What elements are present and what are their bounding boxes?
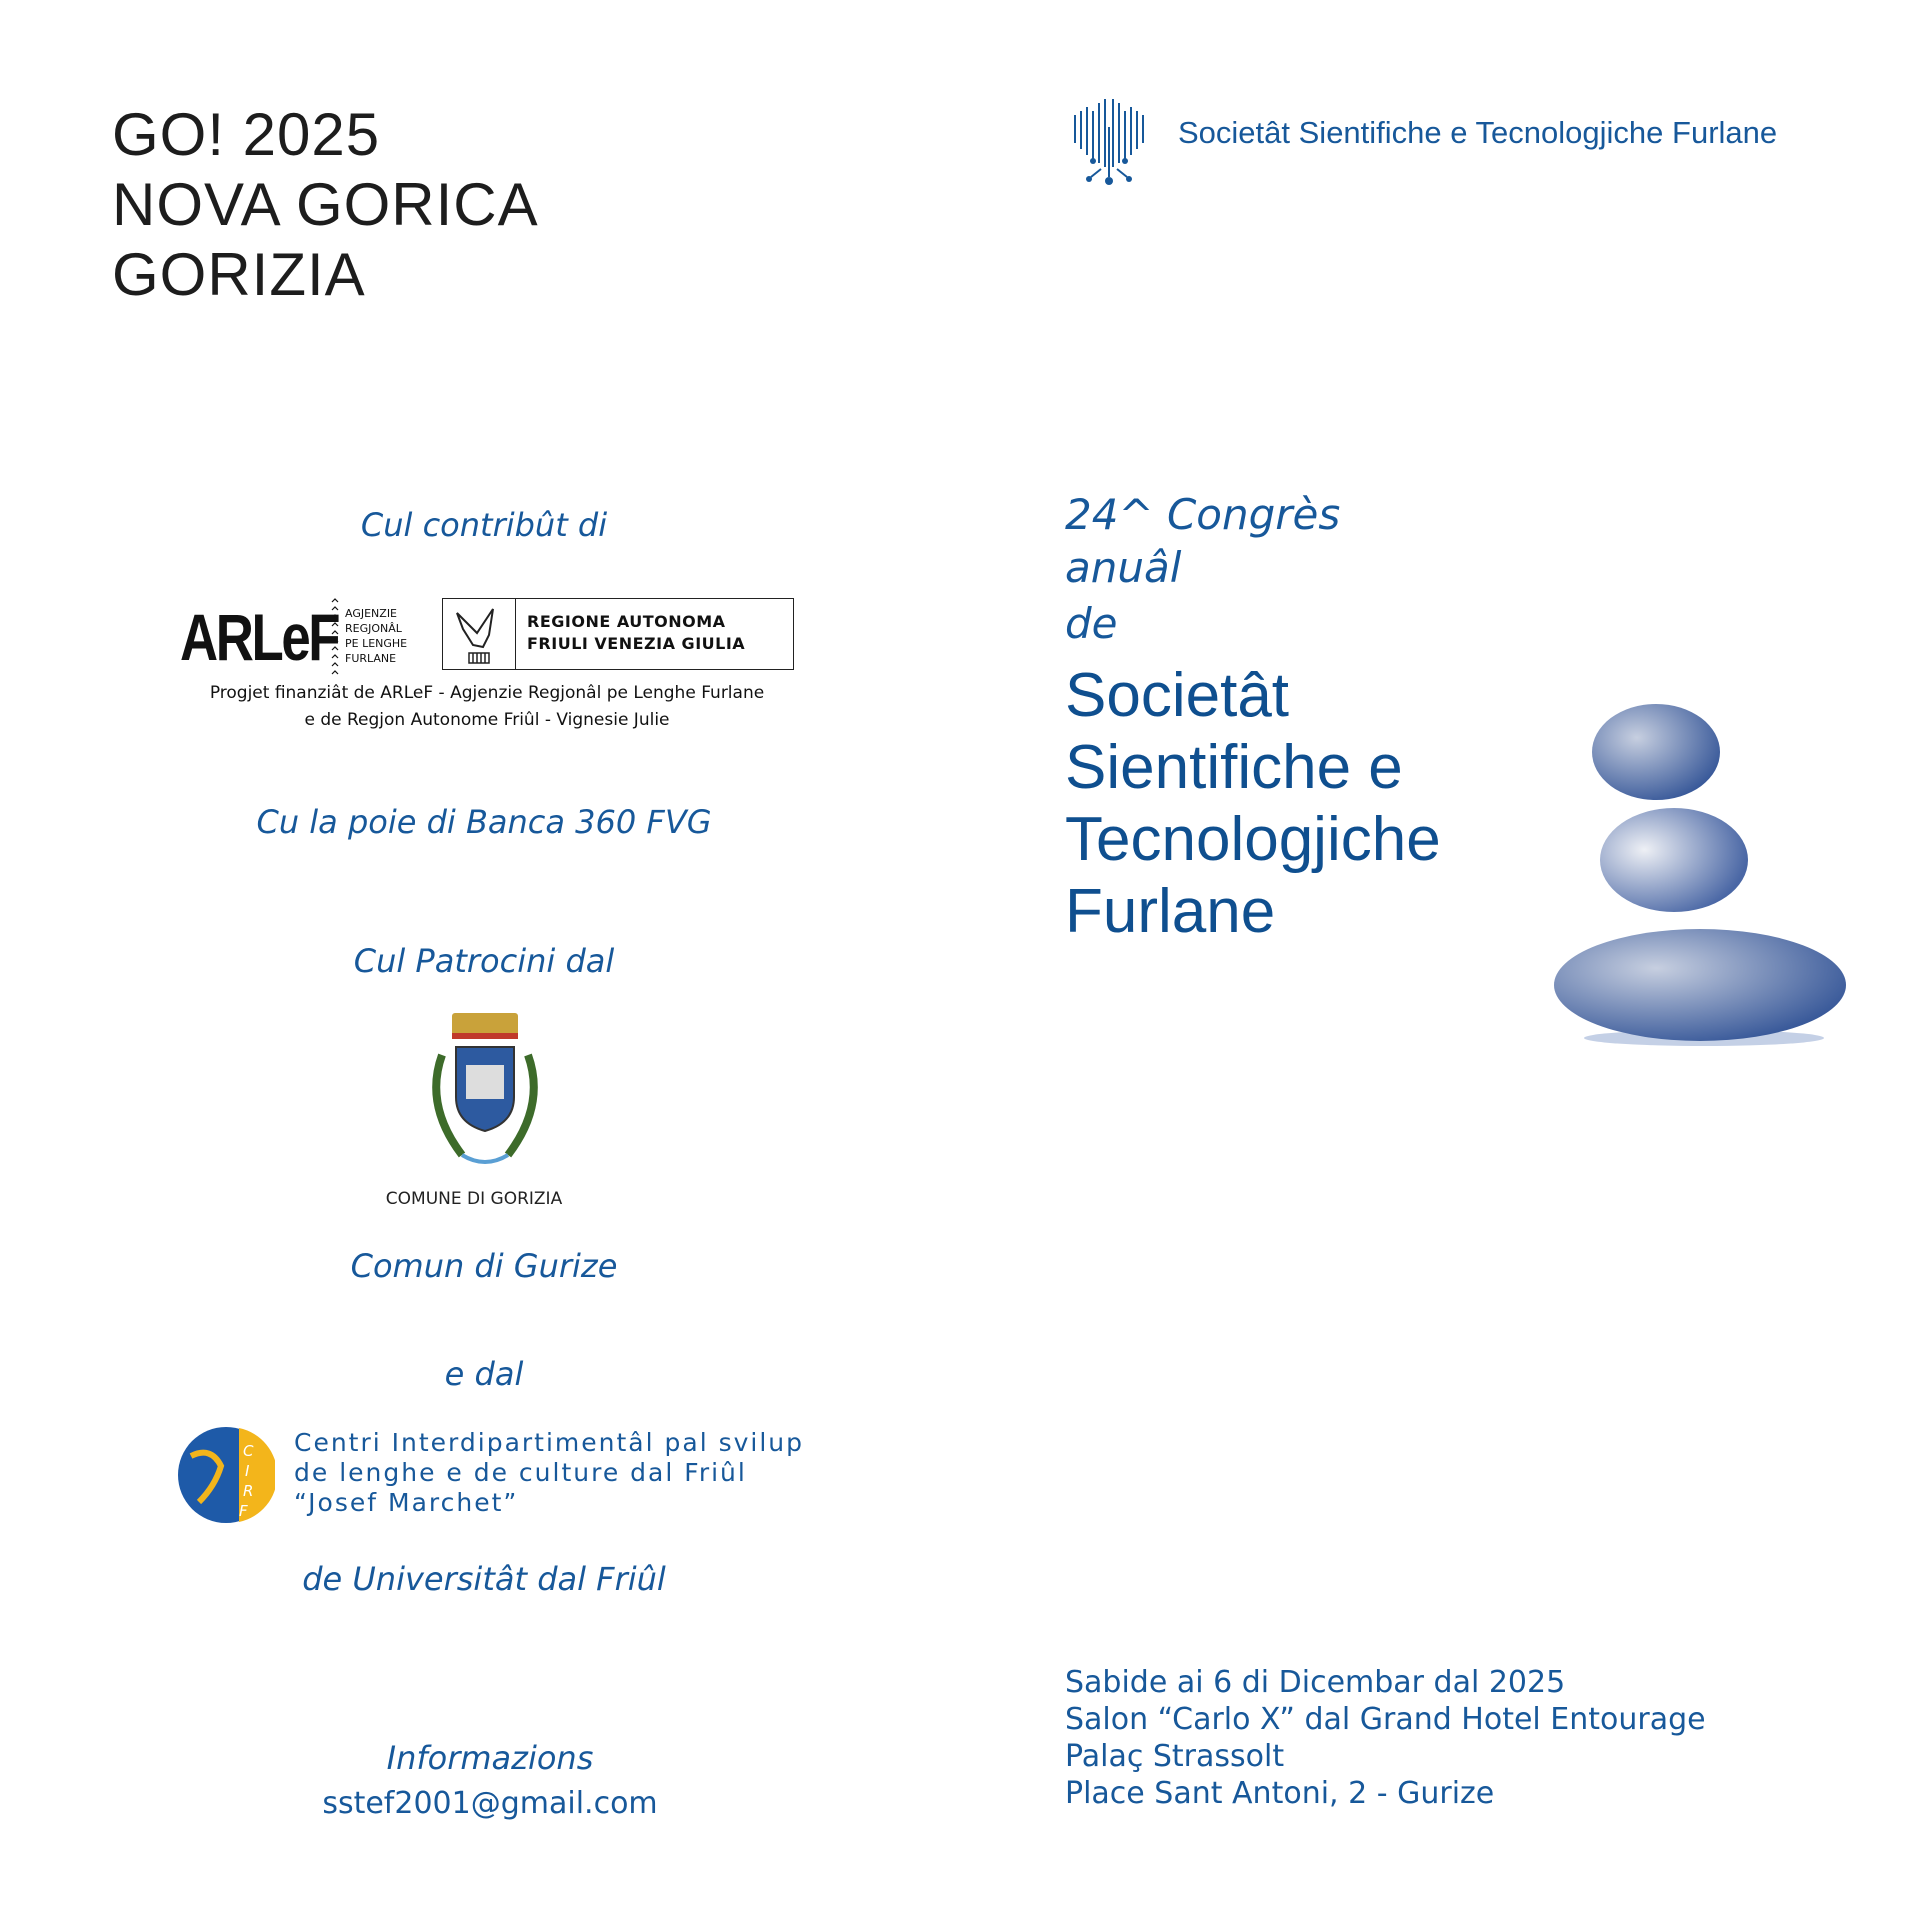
cirf-name [294,1428,804,1518]
chevrons-icon [330,596,340,678]
society-name-header: Societât Sientifiche e Tecnologjiche Furlane [1178,115,1778,150]
arlef-sub-line: PE LENGHE [345,637,408,650]
arlef-sub-line: AGJENZIE [345,607,398,620]
cirf-line: “Josef Marchet” [294,1488,519,1517]
event-venue: Salon “Carlo X” dal Grand Hotel Entourage [1065,1702,1706,1737]
contact-email-link[interactable]: sstef2001@gmail.com [322,1786,658,1821]
event-date: Sabide ai 6 di Dicembar dal 2025 [1065,1665,1566,1700]
patronage-heading: Cul Patrocini dal [353,942,615,980]
region-line: FRIULI VENEZIA GIULIA [527,634,746,653]
title-line: Tecnologjiche [1065,805,1441,874]
info-label: Informazions [386,1739,594,1777]
municipality-text: Comun di Gurize [350,1247,618,1285]
and-from-text: e dal [444,1355,524,1393]
congress-line: de [1065,599,1118,648]
go-logo-line: NOVA GORICA [112,171,539,238]
caption-line: e de Regjon Autonome Friûl - Vignesie Julie [304,710,670,730]
congress-line: 24^ Congrès [1065,490,1341,539]
contributor-heading: Cul contribût di [360,506,608,544]
arlef-caption [127,680,847,734]
title-line: Societât [1065,661,1290,730]
title-line: Furlane [1065,877,1276,946]
support-text: Cu la poie di Banca 360 FVG [256,803,712,841]
svg-text:R: R [243,1482,254,1500]
crest-caption: COMUNE DI GORIZIA [385,1189,563,1209]
arlef-subtitle [345,606,407,666]
arlef-sub-line: REGJONÂL [345,622,402,635]
arlef-wordmark: ARLeF [180,600,339,674]
gorizia-crest-icon [422,1005,548,1180]
event-address: Place Sant Antoni, 2 - Gurize [1065,1776,1495,1811]
svg-text:F: F [239,1502,248,1520]
university-text: de Universitât dal Friûl [302,1560,666,1598]
event-details [1065,1664,1706,1812]
region-line: REGIONE AUTONOMA [527,612,726,631]
event-building: Palaç Strassolt [1065,1739,1285,1774]
title-line: Sientifiche e [1065,733,1403,802]
cirf-line: de lenghe e de culture dal Friûl [294,1458,747,1487]
go-logo-line: GORIZIA [112,241,366,308]
congress-line: anuâl [1065,543,1182,592]
region-logo [442,598,794,670]
page-title [1065,660,1441,948]
cirf-line: Centri Interdipartimentâl pal svilup [294,1428,805,1457]
stacked-stones-image [1552,700,1857,1050]
society-logo-icon [1069,97,1153,189]
caption-line: Progjet finanziât de ARLeF - Agjenzie Regjonâl pe Lenghe Furlane [209,683,765,703]
arlef-sub-line: FURLANE [345,652,397,665]
arlef-region-logo [180,596,794,736]
svg-text:I: I [245,1462,250,1480]
cirf-logo-icon [177,1426,275,1524]
go-2025-logo [112,100,539,310]
svg-text:C: C [243,1442,254,1460]
go-logo-line: GO! 2025 [112,101,381,168]
eagle-icon [443,599,516,669]
